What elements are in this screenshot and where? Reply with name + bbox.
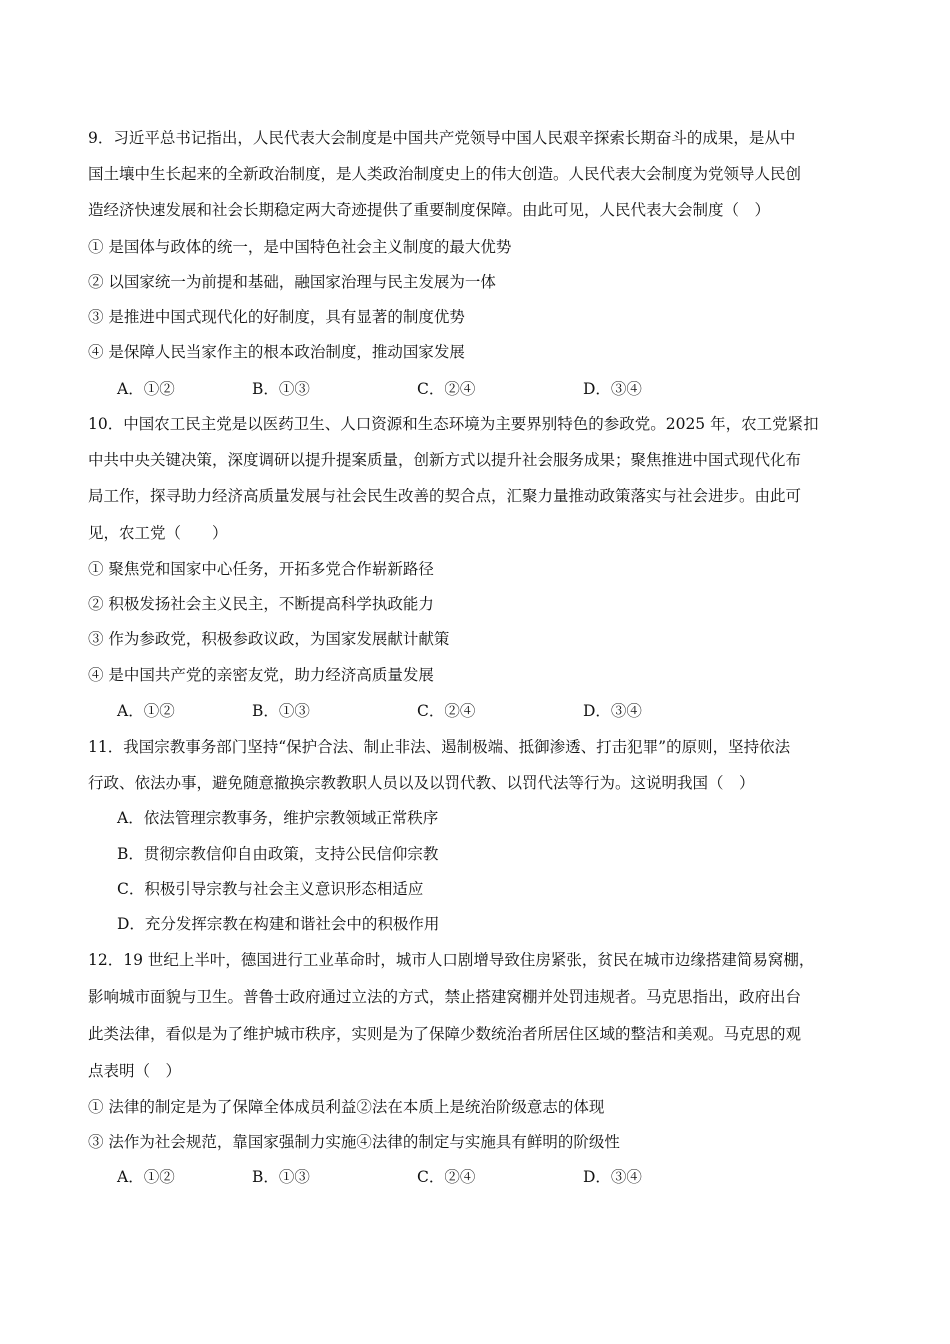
- q12-stem-line-3: 此类法律，看似是为了维护城市秩序，实则是为了保障少数统治者所居住区域的整洁和美观。马克思的观: [88, 1025, 802, 1043]
- q12-option-c[interactable]: C．②④: [417, 1168, 476, 1186]
- q9-item-2: ② 以国家统一为前提和基础，融国家治理与民主发展为一体: [88, 273, 496, 291]
- q10-option-d[interactable]: D．③④: [583, 702, 642, 720]
- q12-item-2: ③ 法作为社会规范，靠国家强制力实施④法律的制定与实施具有鲜明的阶级性: [88, 1133, 620, 1151]
- q10-item-1: ① 聚焦党和国家中心任务，开拓多党合作崭新路径: [88, 560, 434, 578]
- q12-stem-line-2: 影响城市面貌与卫生。普鲁士政府通过立法的方式，禁止搭建窝棚并处罚违规者。马克思指出，政府出台: [88, 988, 802, 1006]
- q9-stem-line-2: 国土壤中生长起来的全新政治制度，是人类政治制度史上的伟大创造。人民代表大会制度为党领导人民创: [88, 165, 802, 183]
- q10-stem-line-1: 10．中国农工民主党是以医药卫生、人口资源和生态环境为主要界别特色的参政党。2025 年，农工党紧扣: [88, 415, 819, 433]
- q9-option-d[interactable]: D．③④: [583, 380, 642, 398]
- q11-option-d[interactable]: D．充分发挥宗教在构建和谐社会中的积极作用: [117, 915, 440, 933]
- q9-item-1: ① 是国体与政体的统一，是中国特色社会主义制度的最大优势: [88, 238, 512, 256]
- q12-option-a[interactable]: A．①②: [117, 1168, 175, 1186]
- q9-item-4: ④ 是保障人民当家作主的根本政治制度，推动国家发展: [88, 343, 465, 361]
- q11-option-c[interactable]: C．积极引导宗教与社会主义意识形态相适应: [117, 880, 424, 898]
- q10-option-a[interactable]: A．①②: [117, 702, 175, 720]
- q10-stem-line-2: 中共中央关键决策，深度调研以提升提案质量，创新方式以提升社会服务成果；聚焦推进中国式现代化布: [88, 451, 802, 469]
- q10-stem-line-3: 局工作，探寻助力经济高质量发展与社会民生改善的契合点，汇聚力量推动政策落实与社会进步。由此可: [88, 487, 802, 505]
- q10-item-2: ② 积极发扬社会主义民主，不断提高科学执政能力: [88, 595, 434, 613]
- q9-item-3: ③ 是推进中国式现代化的好制度，具有显著的制度优势: [88, 308, 465, 326]
- q9-option-a[interactable]: A．①②: [117, 380, 175, 398]
- q10-item-4: ④ 是中国共产党的亲密友党，助力经济高质量发展: [88, 666, 434, 684]
- q12-stem-line-1: 12．19 世纪上半叶，德国进行工业革命时，城市人口剧增导致住房紧张，贫民在城市边缘搭建简易窝棚，: [88, 951, 815, 969]
- q12-option-b[interactable]: B．①③: [252, 1168, 310, 1186]
- q9-option-b[interactable]: B．①③: [252, 380, 310, 398]
- q9-stem-line-3: 造经济快速发展和社会长期稳定两大奇迹提供了重要制度保障。由此可见，人民代表大会制度（ ）: [88, 201, 771, 219]
- q12-item-1: ① 法律的制定是为了保障全体成员利益②法在本质上是统治阶级意志的体现: [88, 1098, 605, 1116]
- q10-option-c[interactable]: C．②④: [417, 702, 476, 720]
- q11-stem-line-2: 行政、依法办事，避免随意撤换宗教教职人员以及以罚代教、以罚代法等行为。这说明我国（ ）: [88, 774, 755, 792]
- q9-option-c[interactable]: C．②④: [417, 380, 476, 398]
- q11-option-a[interactable]: A．依法管理宗教事务，维护宗教领域正常秩序: [117, 809, 439, 827]
- q10-option-b[interactable]: B．①③: [252, 702, 310, 720]
- q10-item-3: ③ 作为参政党，积极参政议政，为国家发展献计献策: [88, 630, 450, 648]
- q12-stem-line-4: 点表明（ ）: [88, 1062, 182, 1080]
- q12-option-d[interactable]: D．③④: [583, 1168, 642, 1186]
- q9-stem-line-1: 9．习近平总书记指出，人民代表大会制度是中国共产党领导中国人民艰辛探索长期奋斗的成果，是从中: [88, 129, 796, 147]
- q11-stem-line-1: 11．我国宗教事务部门坚持“保护合法、制止非法、遏制极端、抵御渗透、打击犯罪”的原则，坚持依法: [88, 738, 791, 756]
- q11-option-b[interactable]: B．贯彻宗教信仰自由政策，支持公民信仰宗教: [117, 845, 439, 863]
- q10-stem-line-4: 见，农工党（ ）: [88, 524, 228, 542]
